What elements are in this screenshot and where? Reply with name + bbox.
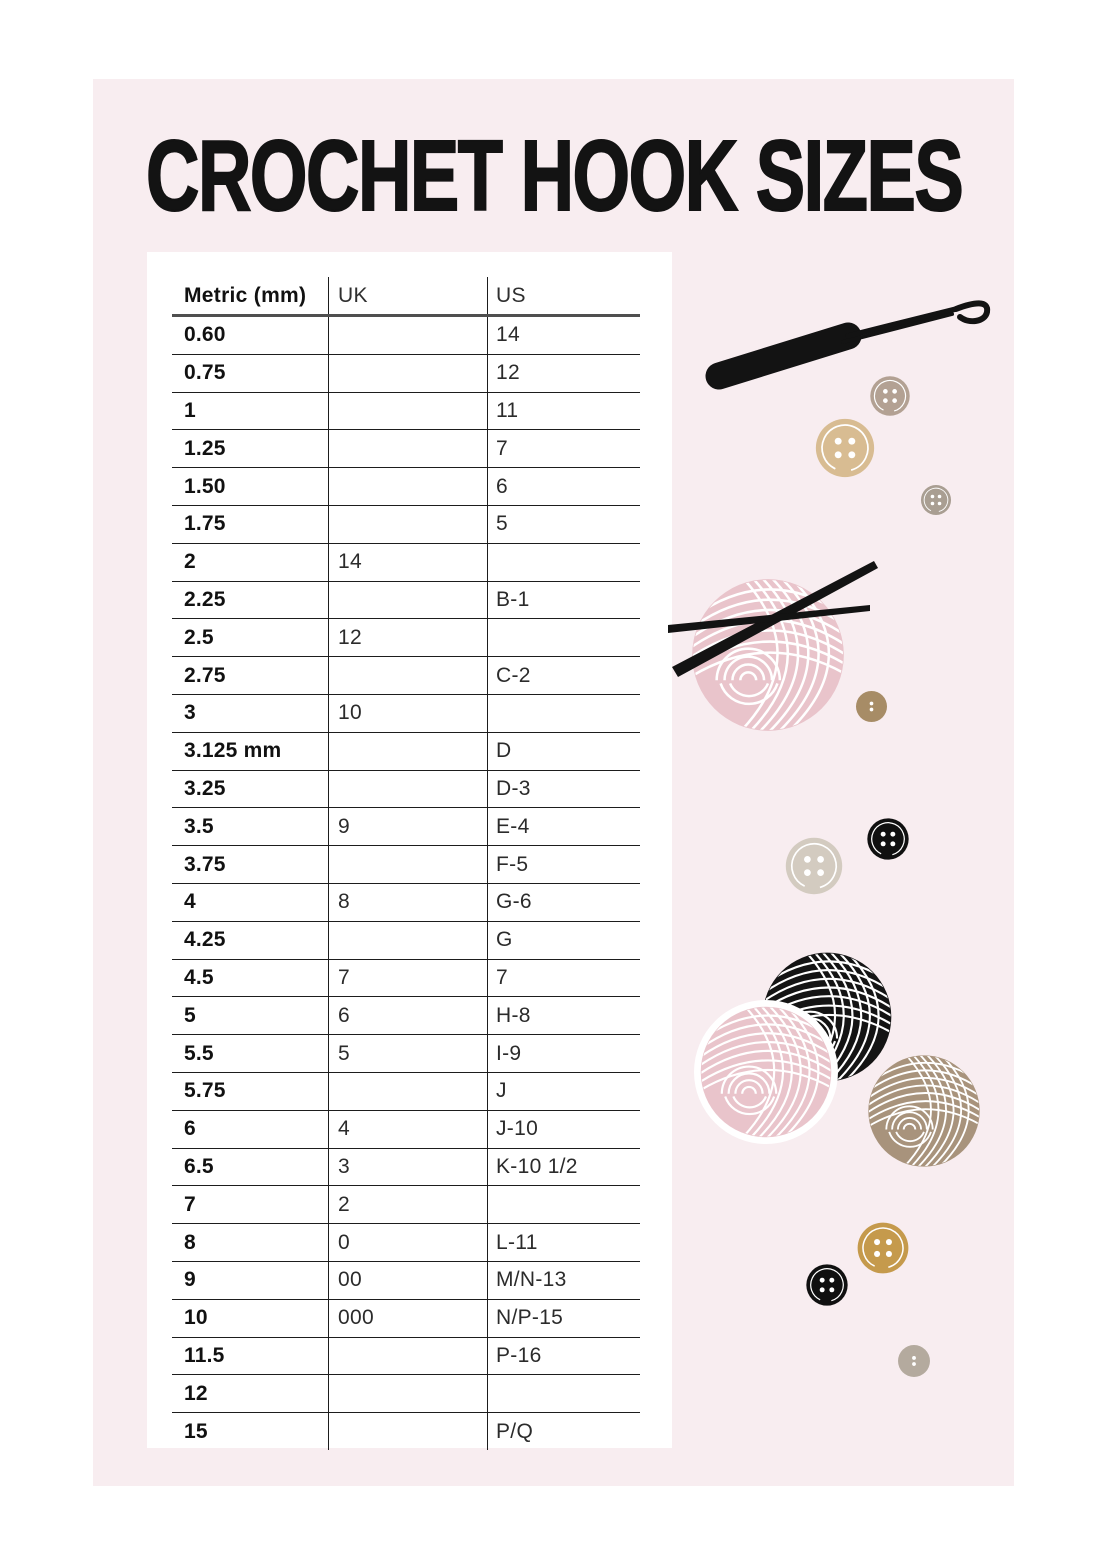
table-row — [172, 922, 640, 960]
metric-cell: 4 — [184, 890, 196, 914]
us-cell: 14 — [487, 317, 640, 354]
uk-cell: 9 — [328, 808, 487, 845]
uk-cell — [328, 846, 487, 883]
metric-cell: 9 — [184, 1268, 196, 1292]
metric-cell: 3.75 — [184, 852, 226, 876]
metric-cell: 2 — [184, 550, 196, 574]
us-cell: 12 — [487, 355, 640, 392]
header-uk: UK — [328, 277, 487, 314]
metric-cell: 3.5 — [184, 814, 214, 838]
metric-cell: 1 — [184, 398, 196, 422]
table-row — [172, 1300, 640, 1338]
table-row — [172, 468, 640, 506]
table-row — [172, 1262, 640, 1300]
uk-cell — [328, 393, 487, 430]
uk-cell: 8 — [328, 884, 487, 921]
uk-cell: 6 — [328, 997, 487, 1034]
uk-cell: 12 — [328, 619, 487, 656]
table-row — [172, 997, 640, 1035]
table-row — [172, 393, 640, 431]
metric-cell: 0.60 — [184, 323, 226, 347]
us-cell: G-6 — [487, 884, 640, 921]
uk-cell: 5 — [328, 1035, 487, 1072]
uk-cell — [328, 657, 487, 694]
us-cell: N/P-15 — [487, 1300, 640, 1337]
metric-cell: 3.125 mm — [184, 739, 282, 763]
metric-cell: 5 — [184, 1003, 196, 1027]
uk-cell: 4 — [328, 1111, 487, 1148]
uk-cell: 000 — [328, 1300, 487, 1337]
us-cell: B-1 — [487, 582, 640, 619]
page-title: CROCHET HOOK SIZES — [146, 120, 963, 232]
table-row — [172, 846, 640, 884]
table-row — [172, 619, 640, 657]
table-row — [172, 317, 640, 355]
metric-cell: 6.5 — [184, 1154, 214, 1178]
metric-cell: 5.5 — [184, 1041, 214, 1065]
table-row — [172, 771, 640, 809]
uk-cell — [328, 355, 487, 392]
us-cell: F-5 — [487, 846, 640, 883]
us-cell: M/N-13 — [487, 1262, 640, 1299]
uk-cell: 2 — [328, 1186, 487, 1223]
uk-cell — [328, 771, 487, 808]
uk-cell — [328, 1073, 487, 1110]
header-us: US — [487, 277, 640, 314]
metric-cell: 8 — [184, 1230, 196, 1254]
uk-cell — [328, 430, 487, 467]
uk-cell: 7 — [328, 960, 487, 997]
us-cell: D-3 — [487, 771, 640, 808]
uk-cell: 14 — [328, 544, 487, 581]
uk-cell: 0 — [328, 1224, 487, 1261]
us-cell: 7 — [487, 960, 640, 997]
us-cell: J-10 — [487, 1111, 640, 1148]
header-metric: Metric (mm) — [184, 283, 307, 307]
uk-cell — [328, 468, 487, 505]
table-row — [172, 1073, 640, 1111]
table-row — [172, 960, 640, 998]
table-row — [172, 1149, 640, 1187]
us-cell: 7 — [487, 430, 640, 467]
us-cell: 6 — [487, 468, 640, 505]
uk-cell — [328, 733, 487, 770]
metric-cell: 15 — [184, 1419, 208, 1443]
metric-cell: 5.75 — [184, 1079, 226, 1103]
us-cell: C-2 — [487, 657, 640, 694]
table-row — [172, 733, 640, 771]
metric-cell: 12 — [184, 1381, 208, 1405]
table-row — [172, 1375, 640, 1413]
us-cell: I-9 — [487, 1035, 640, 1072]
us-cell: P-16 — [487, 1338, 640, 1375]
table-row — [172, 1186, 640, 1224]
table-row — [172, 430, 640, 468]
table-row — [172, 1224, 640, 1262]
uk-cell: 3 — [328, 1149, 487, 1186]
us-cell: J — [487, 1073, 640, 1110]
uk-cell — [328, 1338, 487, 1375]
metric-cell: 1.50 — [184, 474, 226, 498]
table-row — [172, 544, 640, 582]
uk-cell — [328, 1413, 487, 1450]
metric-cell: 0.75 — [184, 361, 226, 385]
table-row — [172, 1035, 640, 1073]
uk-cell: 00 — [328, 1262, 487, 1299]
us-cell: 11 — [487, 393, 640, 430]
us-cell — [487, 1186, 640, 1223]
us-cell: P/Q — [487, 1413, 640, 1450]
metric-cell: 2.75 — [184, 663, 226, 687]
us-cell: L-11 — [487, 1224, 640, 1261]
us-cell: 5 — [487, 506, 640, 543]
table-row — [172, 506, 640, 544]
uk-cell — [328, 582, 487, 619]
metric-cell: 1.75 — [184, 512, 226, 536]
metric-cell: 6 — [184, 1117, 196, 1141]
metric-cell: 1.25 — [184, 436, 226, 460]
metric-cell: 3 — [184, 701, 196, 725]
us-cell: G — [487, 922, 640, 959]
uk-cell: 10 — [328, 695, 487, 732]
table-row — [172, 808, 640, 846]
metric-cell: 11.5 — [184, 1343, 225, 1367]
uk-cell — [328, 506, 487, 543]
table-row — [172, 1338, 640, 1376]
uk-cell — [328, 317, 487, 354]
size-table-header — [172, 277, 640, 317]
metric-cell: 7 — [184, 1192, 196, 1216]
us-cell — [487, 544, 640, 581]
metric-cell: 10 — [184, 1306, 208, 1330]
table-row — [172, 695, 640, 733]
us-cell — [487, 619, 640, 656]
us-cell: K-10 1/2 — [487, 1149, 640, 1186]
size-table-card — [147, 252, 672, 1448]
size-table-body — [172, 317, 640, 1450]
metric-cell: 4.25 — [184, 928, 226, 952]
us-cell — [487, 1375, 640, 1412]
uk-cell — [328, 1375, 487, 1412]
table-row — [172, 355, 640, 393]
metric-cell: 3.25 — [184, 776, 226, 800]
us-cell: E-4 — [487, 808, 640, 845]
table-row — [172, 884, 640, 922]
us-cell — [487, 695, 640, 732]
table-row — [172, 582, 640, 620]
uk-cell — [328, 922, 487, 959]
us-cell: D — [487, 733, 640, 770]
metric-cell: 2.5 — [184, 625, 214, 649]
table-row — [172, 1413, 640, 1450]
us-cell: H-8 — [487, 997, 640, 1034]
metric-cell: 2.25 — [184, 587, 226, 611]
table-row — [172, 1111, 640, 1149]
table-row — [172, 657, 640, 695]
metric-cell: 4.5 — [184, 965, 214, 989]
